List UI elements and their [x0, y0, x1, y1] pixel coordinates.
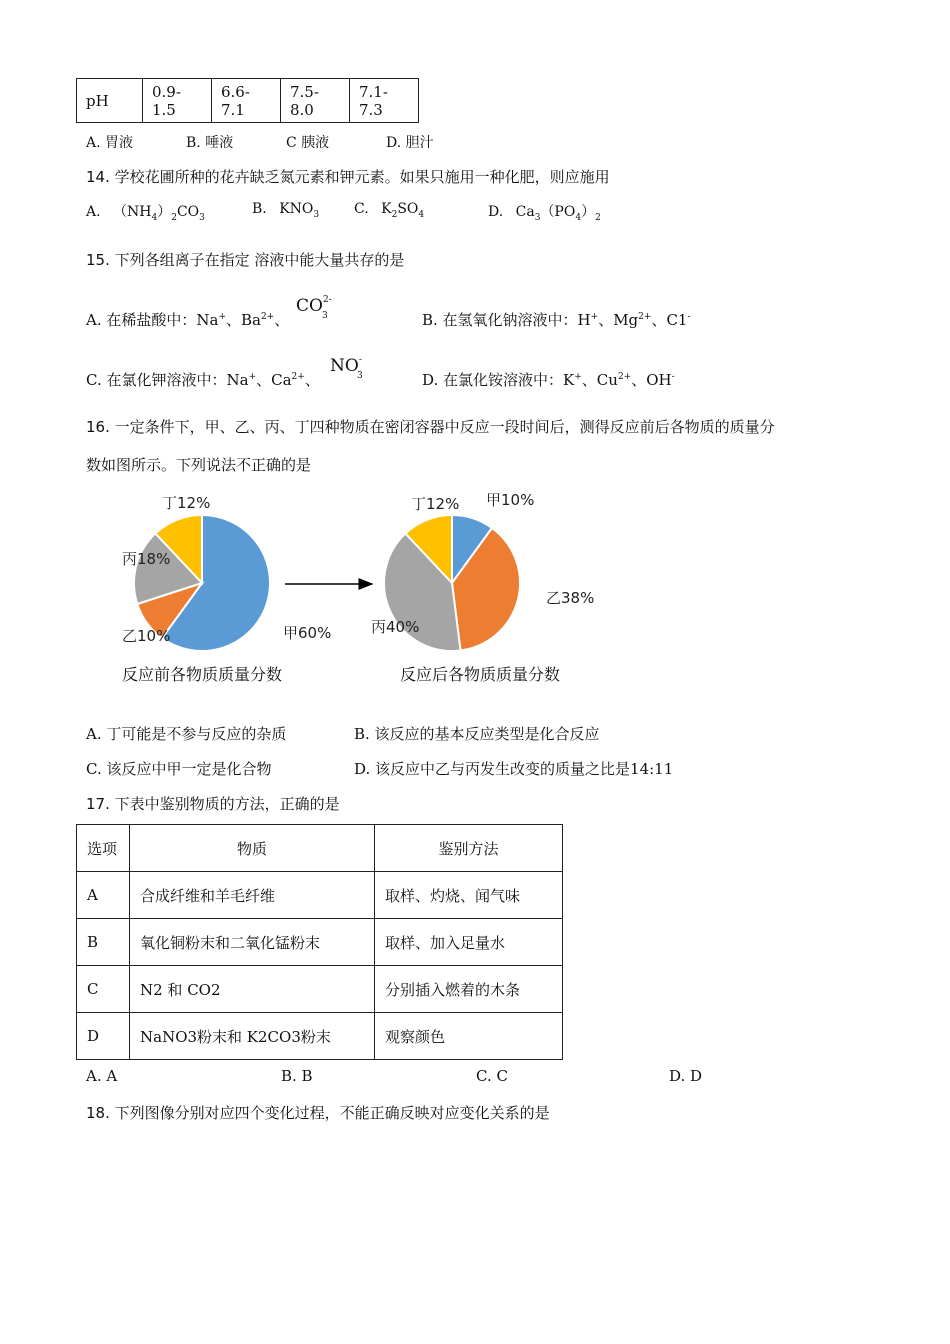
q16-stem-line1 — [86, 416, 775, 437]
table-header-row — [77, 825, 563, 872]
ph-value-cell: 0.9-1.5 — [143, 79, 212, 123]
q14-option-c[interactable]: C. $K_2SO_4$ — [354, 201, 425, 220]
q13-option-a[interactable]: A. 胃液 — [86, 135, 134, 151]
q13-option-c[interactable]: C 胰液 — [286, 135, 330, 151]
q16-stem-line2: 数如图所示。下列说法不正确的是 — [86, 456, 312, 474]
ph-value-cell: 6.6-7.1 — [212, 79, 281, 123]
q15-option-a-text: A. 在稀盐酸中：Na — [86, 311, 219, 329]
row-method: 分别插入燃着的木条 — [375, 966, 563, 1013]
q14-option-b[interactable]: B. $KNO_3$ — [252, 201, 320, 220]
q15-option-d-text: D. 在氯化铵溶液中：K — [422, 371, 575, 389]
pie-label: 丁12% — [162, 494, 211, 512]
q13-option-b[interactable]: B. 唾液 — [186, 135, 234, 151]
q16-option-a[interactable]: A. 丁可能是不参与反应的杂质 — [86, 725, 287, 743]
carbonate-subscript: 3 — [322, 311, 328, 321]
q16-option-b[interactable]: B. 该反应的基本反应类型是化合反应 — [354, 725, 600, 743]
row-option: A — [77, 872, 130, 919]
q15-text: 下列各组离子在指定 溶液中能大量共存的是 — [114, 251, 405, 269]
q14-option-d[interactable]: D. $Ca_3(PO_4)_2$ — [488, 204, 601, 223]
table-row — [77, 966, 563, 1013]
row-substance: N2 和 CO2 — [130, 966, 375, 1013]
q15-option-c-text: C. 在氯化钾溶液中：Na — [86, 371, 249, 389]
pie-title: 反应后各物质质量分数 — [399, 665, 561, 684]
q17-number: 17. — [86, 795, 110, 813]
q14-option-a[interactable]: A. $(NH_4)_2CO_3$ — [86, 204, 205, 223]
q16-option-c[interactable]: C. 该反应中甲一定是化合物 — [86, 760, 272, 778]
q17-option-c[interactable]: C. C — [476, 1067, 508, 1085]
table-row — [77, 872, 563, 919]
row-substance: 氧化铜粉末和二氧化锰粉末 — [130, 919, 375, 966]
ph-header-cell: pH — [77, 79, 143, 123]
header-option: 选项 — [77, 825, 130, 872]
pie-title: 反应前各物质质量分数 — [121, 665, 283, 684]
identification-table — [76, 824, 563, 1060]
row-substance: NaNO3粉末和 K2CO3粉末 — [130, 1013, 375, 1060]
pie-label: 甲10% — [486, 491, 535, 509]
pie-label: 乙38% — [546, 589, 595, 607]
pie-label: 丙40% — [371, 618, 420, 636]
q15-option-c[interactable]: C. 在氯化钾溶液中：Na+、$Ca^{2+}$、 — [86, 371, 320, 389]
q17-option-a[interactable]: A. A — [86, 1067, 118, 1085]
q17-option-d[interactable]: D. D — [669, 1067, 703, 1085]
q14-option-a-label: A. — [86, 204, 101, 220]
row-option: C — [77, 966, 130, 1013]
q18-stem — [86, 1102, 550, 1123]
q14-option-b-label: B. — [252, 201, 267, 217]
row-method: 观察颜色 — [375, 1013, 563, 1060]
pie-label: 甲60% — [283, 624, 332, 642]
q14-stem — [86, 166, 610, 187]
table-row — [77, 919, 563, 966]
q14-option-d-label: D. — [488, 204, 504, 220]
q13-option-d[interactable]: D. 胆汁 — [386, 135, 434, 151]
row-method: 取样、加入足量水 — [375, 919, 563, 966]
q16-number: 16. — [86, 418, 110, 436]
q14-option-b-formula: KNO — [279, 201, 314, 217]
ph-table-row — [77, 79, 419, 123]
ph-value-cell: 7.5-8.0 — [281, 79, 350, 123]
q18-text: 下列图像分别对应四个变化过程，不能正确反映对应变化关系的是 — [114, 1104, 550, 1122]
pie-label: 丁12% — [411, 495, 460, 513]
q14-text: 学校花圃所种的花卉缺乏氮元素和钾元素。如果只施用一种化肥，则应施用 — [114, 168, 610, 186]
q14-option-c-formula: K — [381, 201, 392, 217]
q17-text: 下表中鉴别物质的方法，正确的是 — [114, 795, 340, 813]
q14-option-d-formula: Ca — [515, 204, 535, 220]
q14-option-a-formula: （NH — [113, 204, 152, 220]
header-substance: 物质 — [130, 825, 375, 872]
q16-option-d[interactable]: D. 该反应中乙与丙发生改变的质量之比是14:11 — [354, 760, 674, 778]
carbonate-ion: $CO^{2-}$ — [296, 295, 332, 316]
q18-number: 18. — [86, 1104, 110, 1122]
nitrate-ion: NO- — [330, 355, 362, 376]
nitrate-subscript: 3 — [357, 371, 363, 381]
row-method: 取样、灼烧、闻气味 — [375, 872, 563, 919]
row-option: B — [77, 919, 130, 966]
q14-option-c-label: C. — [354, 201, 369, 217]
row-option: D — [77, 1013, 130, 1060]
pie-label: 丙18% — [122, 550, 171, 568]
q15-option-d[interactable]: D. 在氯化铵溶液中：K+、$Cu^{2+}$、OH- — [422, 371, 675, 389]
q15-number: 15. — [86, 251, 110, 269]
ph-value-cell: 7.1-7.3 — [350, 79, 419, 123]
row-substance: 合成纤维和羊毛纤维 — [130, 872, 375, 919]
q15-option-a[interactable]: A. 在稀盐酸中：Na+、$Ba^{2+}$、 — [86, 311, 290, 329]
q16-text-line1: 一定条件下，甲、乙、丙、丁四种物质在密闭容器中反应一段时间后，测得反应前后各物质的质量分 — [114, 418, 775, 436]
ph-table — [76, 78, 419, 123]
q15-stem — [86, 249, 404, 270]
pie-charts-figure — [80, 482, 600, 692]
q15-option-b-text: B. 在氢氧化钠溶液中：H — [422, 311, 591, 329]
table-row — [77, 1013, 563, 1060]
header-method: 鉴别方法 — [375, 825, 563, 872]
q17-option-b[interactable]: B. B — [281, 1067, 313, 1085]
q15-option-b[interactable]: B. 在氢氧化钠溶液中：H+、$Mg^{2+}$、C1- — [422, 311, 691, 329]
q14-number: 14. — [86, 168, 110, 186]
pie-label: 乙10% — [122, 627, 171, 645]
q17-stem — [86, 793, 340, 814]
